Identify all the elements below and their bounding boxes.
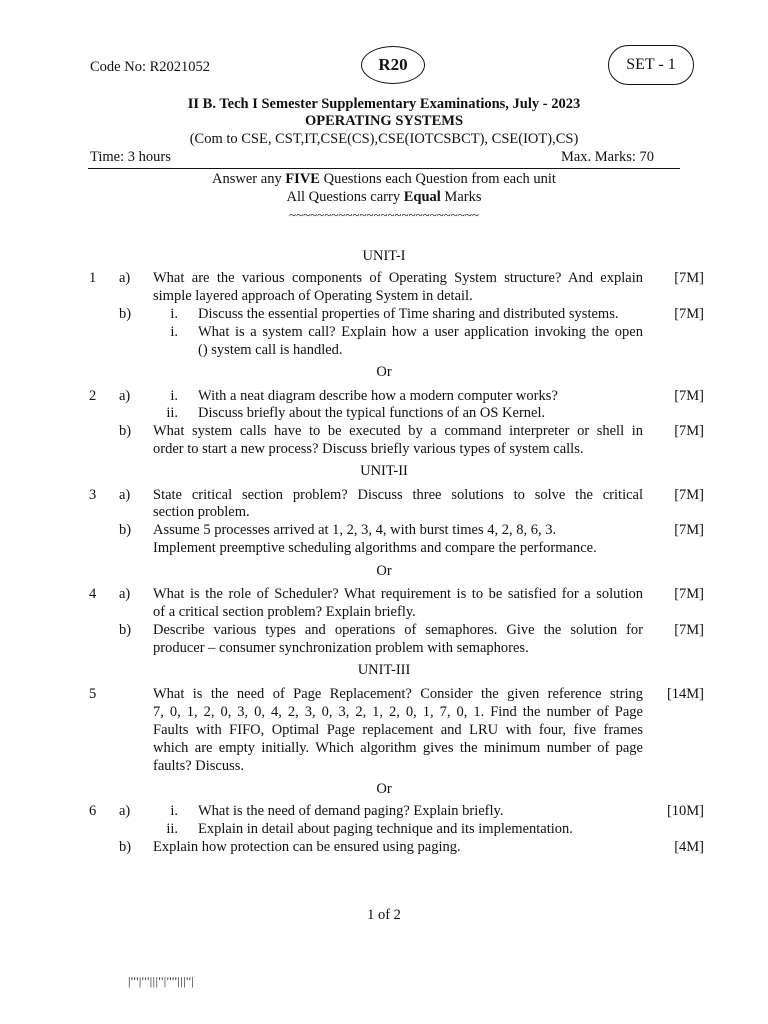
part-label: b) <box>119 522 132 538</box>
question-text: section problem. <box>153 504 250 520</box>
question-text: Describe various types and operations of semaphores. Give the solution for <box>153 622 643 638</box>
or-separator: Or <box>376 364 392 380</box>
question-number: 3 <box>89 487 97 503</box>
question-number: 4 <box>89 586 97 602</box>
question-text: () system call is handled. <box>198 342 343 358</box>
question-text: What is the need of demand paging? Explain briefly. <box>198 803 504 819</box>
question-number: 2 <box>89 388 97 404</box>
part-label: b) <box>119 423 132 439</box>
question-text: What is a system call? Explain how a user application invoking the open <box>198 324 643 340</box>
instruction-line-1: Answer any FIVE Questions each Question from each unit <box>212 171 556 187</box>
marks: [7M] <box>674 487 704 503</box>
barcode: |'''|'''|||''|''''|||''| <box>128 974 195 988</box>
question-text: of a critical section problem? Explain briefly. <box>153 604 416 620</box>
part-label: a) <box>119 803 131 819</box>
marks: [4M] <box>674 839 704 855</box>
branches: (Com to CSE, CST,IT,CSE(CS),CSE(IOTCSBCT), CSE(IOT),CS) <box>189 131 579 147</box>
subpart-label: i. <box>170 324 178 340</box>
question-text: simple layered approach of Operating System in detail. <box>153 288 473 304</box>
question-text: What are the various components of Operating System structure? And explain <box>153 270 643 286</box>
marks: [7M] <box>674 306 704 322</box>
marks: [7M] <box>674 423 704 439</box>
marks: [7M] <box>674 586 704 602</box>
question-text: With a neat diagram describe how a modern computer works? <box>198 388 558 404</box>
marks: [7M] <box>674 388 704 404</box>
marks: [7M] <box>674 270 704 286</box>
question-number: 1 <box>89 270 97 286</box>
code-number: Code No: R2021052 <box>90 59 211 75</box>
unit-3-heading: UNIT-III <box>357 662 411 678</box>
marks: [10M] <box>666 803 704 819</box>
marks: [7M] <box>674 622 704 638</box>
question-text: 7, 0, 1, 2, 0, 3, 0, 4, 2, 3, 0, 3, 2, 1, 2, 0, 1, 7, 0, 1. Find the number of Page <box>153 704 643 720</box>
subpart-label: ii. <box>166 405 178 421</box>
regulation-badge: R20 <box>361 46 425 84</box>
header-rule <box>88 168 680 169</box>
question-text: Explain in detail about paging technique and its implementation. <box>198 821 573 837</box>
marks: [7M] <box>674 522 704 538</box>
max-marks: Max. Marks: 70 <box>560 149 654 165</box>
instruction-line-2: All Questions carry Equal Marks <box>286 189 482 205</box>
question-text: which are empty initially. Which algorithm gives the minimum number of page <box>153 740 643 756</box>
question-text: What is the need of Page Replacement? Consider the given reference string <box>153 686 643 702</box>
question-text: faults? Discuss. <box>153 758 245 774</box>
subpart-label: i. <box>170 388 178 404</box>
exam-title: II B. Tech I Semester Supplementary Examinations, July - 2023 <box>187 96 581 112</box>
set-badge: SET - 1 <box>608 45 694 85</box>
part-label: a) <box>119 270 131 286</box>
question-text: What system calls have to be executed by a command interpreter or shell in <box>153 423 643 439</box>
page-number: 1 of 2 <box>367 907 401 923</box>
part-label: b) <box>119 839 132 855</box>
part-label: a) <box>119 487 131 503</box>
part-label: a) <box>119 388 131 404</box>
question-text: Faults with FIFO, Optimal Page replacement and LRU with four, five frames <box>153 722 643 738</box>
or-separator: Or <box>376 563 392 579</box>
subpart-label: i. <box>170 306 178 322</box>
question-number: 5 <box>89 686 97 702</box>
part-label: b) <box>119 622 132 638</box>
question-text: Implement preemptive scheduling algorithms and compare the performance. <box>153 540 597 556</box>
unit-2-heading: UNIT-II <box>360 463 408 479</box>
question-text: Discuss briefly about the typical functions of an OS Kernel. <box>198 405 546 421</box>
unit-1-heading: UNIT-I <box>362 248 406 264</box>
subpart-label: ii. <box>166 821 178 837</box>
question-text: What is the role of Scheduler? What requirement is to be satisfied for a solution <box>153 586 643 602</box>
subpart-label: i. <box>170 803 178 819</box>
question-text: Discuss the essential properties of Time sharing and distributed systems. <box>198 306 619 322</box>
part-label: a) <box>119 586 131 602</box>
question-text: Assume 5 processes arrived at 1, 2, 3, 4, with burst times 4, 2, 8, 6, 3. <box>153 522 557 538</box>
part-label: b) <box>119 306 132 322</box>
or-separator: Or <box>376 781 392 797</box>
question-text: State critical section problem? Discuss three solutions to solve the critical <box>153 487 643 503</box>
question-text: Explain how protection can be ensured using paging. <box>153 839 461 855</box>
marks: [14M] <box>666 686 704 702</box>
subject-title: OPERATING SYSTEMS <box>304 113 464 129</box>
question-text: order to start a new process? Discuss briefly various types of system calls. <box>153 441 584 457</box>
question-text: producer – consumer synchronization problem with semaphores. <box>153 640 529 656</box>
time-allowed: Time: 3 hours <box>90 149 171 165</box>
question-number: 6 <box>89 803 97 819</box>
tilde-separator: ~~~~~~~~~~~~~~~~~~~~~~~~~~~ <box>289 207 479 222</box>
